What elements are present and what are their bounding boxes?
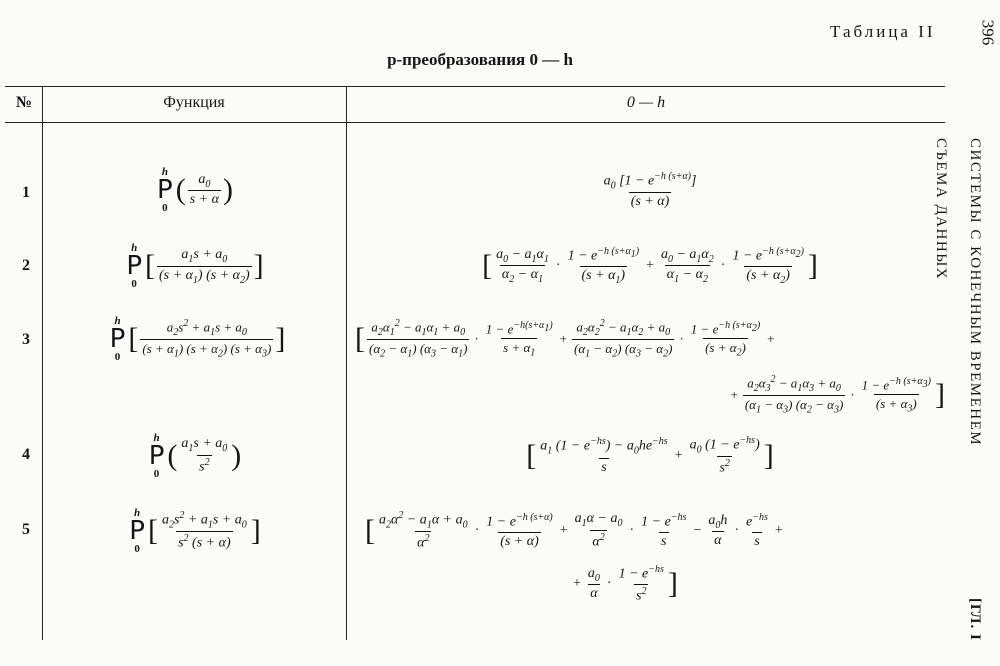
transform-formula-4: [ $a_1$ $(1 - e^{-hs}) - a_0he^{-hs}$ s + $\frac{a_0 (1 - e^{-hs})}{s^2}$ ] <box>526 434 774 477</box>
row-number: 3 <box>22 331 30 348</box>
transform-formula-3a: [ $a_2\alpha_1^2 - a_1\alpha_1 + a_0$ $(\alpha_2 - \alpha_1) (\alpha_3 - \alpha_1)$ · $1 - e^{-h(s+\alpha_1)}$ $s + \alpha_1$ + $\frac{a_2\alpha_2^2 - a_1\alpha_2 + a_0}{(\alpha_1 - \alpha_2) (\alpha_3 - \alpha_2)}$ · $1 - e^{-h (s+\alpha_2)}$ $(s + \alpha_2)$ + <box>355 318 775 360</box>
transform-formula-5a: [ $a_2\alpha^2 - a_1\alpha + a_0$ $\alpha^2$ · $1 - e^{-h (s+\alpha)}$ (s + α) + $\frac{a_1\alpha - a_0}{\alpha^2}$ · $1 - e^{-hs}$ s − $\frac{a_0h}{\alpha}$ · $e^{-hs}$ s + <box>365 509 783 552</box>
table-top-rule <box>5 86 945 87</box>
row-number: 5 <box>22 521 30 538</box>
function-formula-1: h P 0 ( $a_0$ s + α ) <box>157 166 233 214</box>
table-header-rule <box>5 122 945 123</box>
column-divider <box>42 86 43 640</box>
transform-formula-5b: + $\frac{a_0}{\alpha}$ · $1 - e^{-hs}$ $s^2$ ] <box>573 563 678 604</box>
column-header-number: № <box>15 94 33 111</box>
transform-formula-2: [ $a_0 - a_1\alpha_1$ $\alpha_2 - \alpha_1$ · $1 - e^{-h (s+\alpha_1)}$ $(s + \alpha_1)$ + $\frac{a_0 - a_1\alpha_2}{\alpha_1 - \alpha_2}$ · $1 - e^{-h (s+\alpha_2)}$ $(s + \alpha_2)$ ] <box>482 246 818 286</box>
chapter-label: [ГЛ. I <box>967 598 983 641</box>
table-title: p-преобразования 0 — h <box>387 50 573 69</box>
column-header-transform: 0 — h <box>626 94 666 111</box>
transform-formula-1: $a_0$ $[1 - e^{-h (s+\alpha)}]$ (s + α) <box>603 170 697 210</box>
column-header-function: Функция <box>163 94 225 111</box>
column-divider <box>346 86 347 640</box>
function-formula-3: h P 0 [ $a_2s^2 + a_1s + a_0$ $(s + \alpha_1)$ $(s + \alpha_2)$ $(s + \alpha_3)$ ] <box>109 315 286 363</box>
function-formula-5: h P 0 [ $a_2s^2 + a_1s + a_0$ $s^2$ (s + α) ] <box>129 507 261 555</box>
function-formula-2: h P 0 [ $a_1s + a_0$ $(s + \alpha_1)$ $(s + \alpha_2)$ ] <box>126 242 264 290</box>
running-head: СИСТЕМЫ С КОНЕЧНЫМ ВРЕМЕНЕМ СЪЕМА ДАННЫХ <box>933 138 983 447</box>
transform-formula-3b: + $\frac{a_2\alpha_3^2 - a_1\alpha_3 + a_0}{(\alpha_1 - \alpha_3) (\alpha_2 - \alpha_3)}$ · $1 - e^{-h (s+\alpha_3)}$ $(s + \alpha_3)$ ] <box>730 374 945 416</box>
row-number: 2 <box>22 257 30 274</box>
function-formula-4: h P 0 ( $a_1s + a_0$ $s^2$ ) <box>148 432 242 480</box>
page-number: 396 <box>978 19 998 46</box>
row-number: 4 <box>22 446 30 463</box>
row-number: 1 <box>22 184 30 201</box>
table-label: Таблица II <box>830 22 936 41</box>
